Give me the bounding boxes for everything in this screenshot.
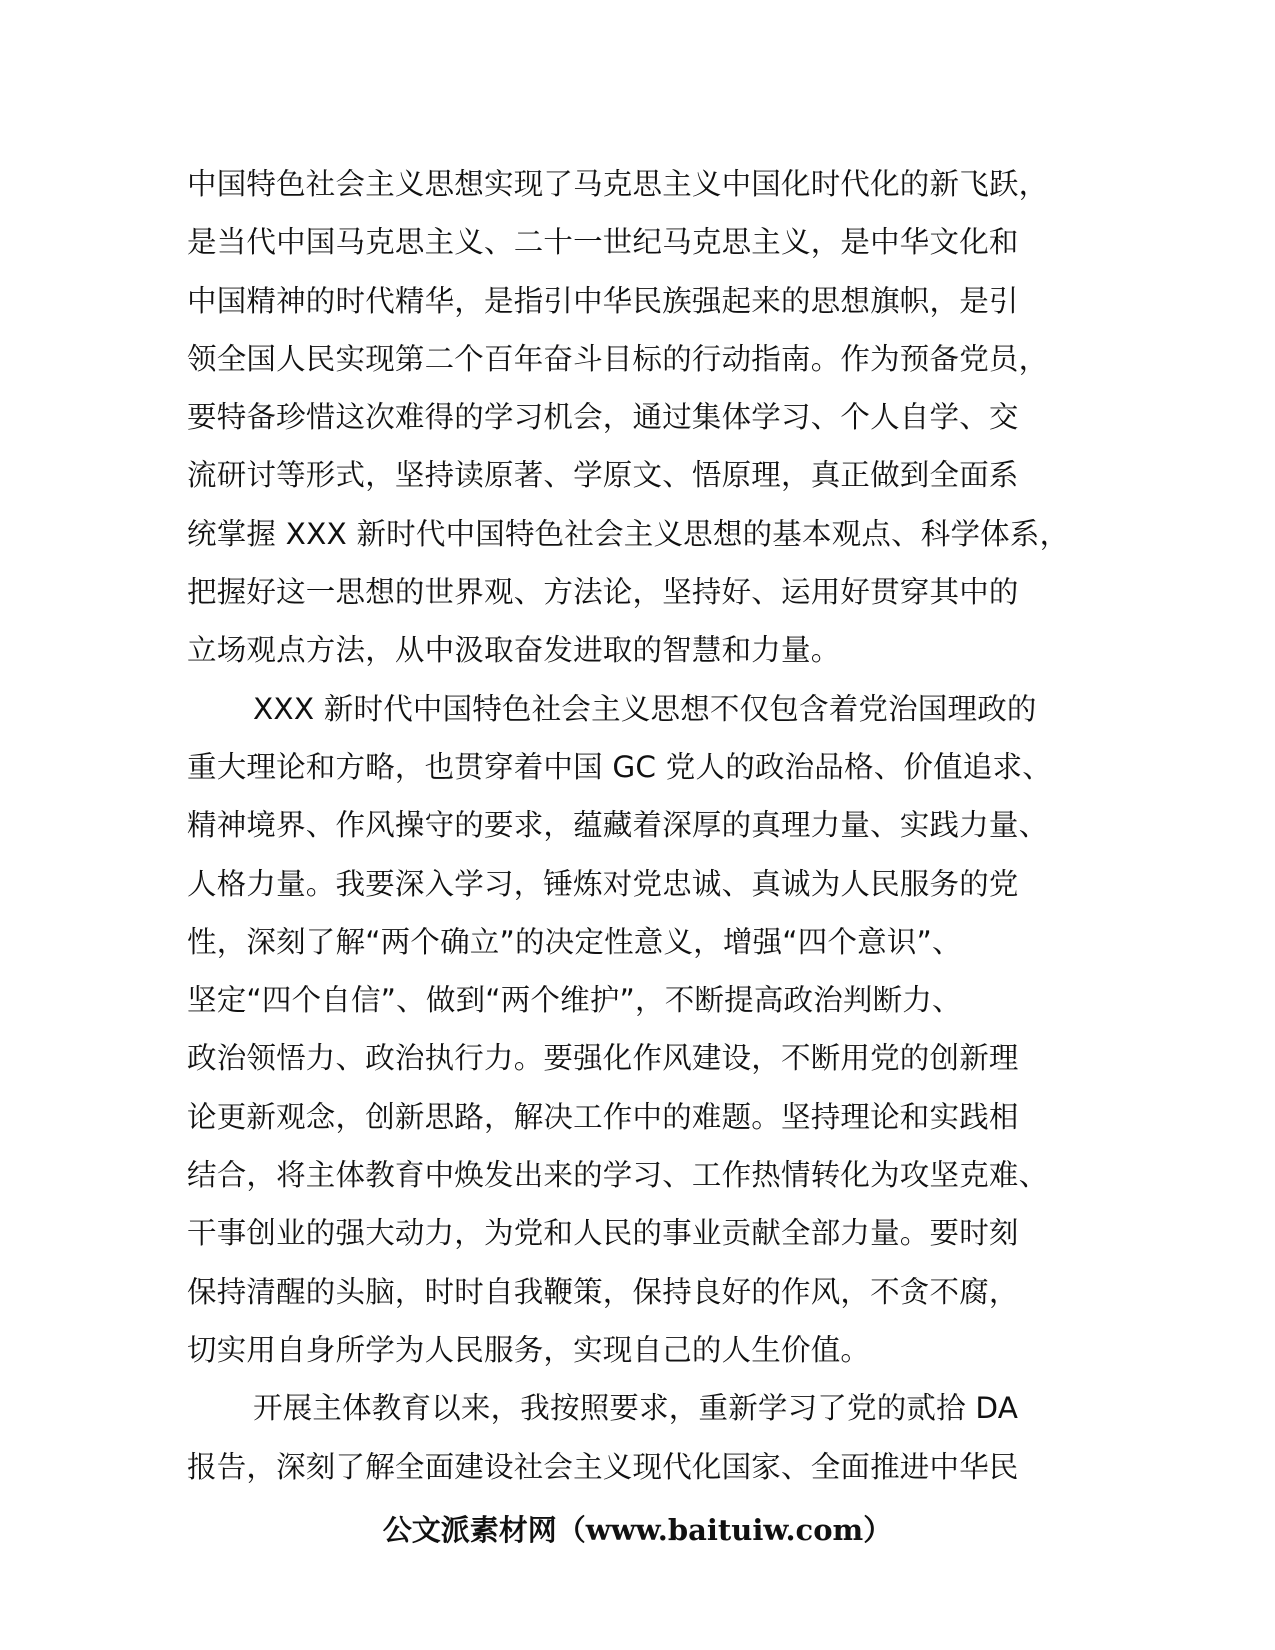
text-line: 统掌握 XXX 新时代中国特色社会主义思想的基本观点、科学体系， — [187, 516, 1070, 551]
text-line: 要特备珍惜这次难得的学习机会，通过集体学习、个人自学、交 — [187, 400, 1019, 435]
text-line: 性，深刻了解“两个确立”的决定性意义，增强“四个意识”、 — [187, 924, 962, 959]
text-line: 立场观点方法，从中汲取奋发进取的智慧和力量。 — [187, 633, 841, 668]
text-line: 坚定“四个自信”、做到“两个维护”，不断提高政治判断力、 — [187, 983, 962, 1018]
text-line: 干事创业的强大动力，为党和人民的事业贡献全部力量。要时刻 — [187, 1216, 1019, 1251]
text-line: 中国特色社会主义思想实现了马克思主义中国化时代化的新飞跃， — [187, 167, 1049, 201]
text-line: 是当代中国马克思主义、二十一世纪马克思主义，是中华文化和 — [187, 225, 1019, 260]
text-line: 中国精神的时代精华，是指引中华民族强起来的思想旗帜，是引 — [187, 283, 1019, 318]
text-line: 切实用自身所学为人民服务，实现自己的人生价值。 — [187, 1332, 871, 1367]
text-line: 报告，深刻了解全面建设社会主义现代化国家、全面推进中华民 — [187, 1449, 1019, 1484]
text-line: 流研讨等形式，坚持读原著、学原文、悟原理，真正做到全面系 — [187, 458, 1019, 493]
text-line: 政治领悟力、政治执行力。要强化作风建设，不断用党的创新理 — [187, 1041, 1019, 1076]
text-line: 人格力量。我要深入学习，锤炼对党忠诚、真诚为人民服务的党 — [187, 866, 1019, 901]
text-line: 结合，将主体教育中焕发出来的学习、工作热情转化为攻坚克难、 — [187, 1158, 1049, 1193]
text-line: 重大理论和方略，也贯穿着中国 GC 党人的政治品格、价值追求、 — [187, 749, 1052, 784]
document-body — [187, 155, 1092, 1496]
text-line: 精神境界、作风操守的要求，蕴藏着深厚的真理力量、实践力量、 — [187, 808, 1049, 843]
text-line: 把握好这一思想的世界观、方法论，坚持好、运用好贯穿其中的 — [187, 575, 1019, 610]
text-line: 开展主体教育以来，我按照要求，重新学习了党的贰拾 DA — [253, 1391, 1019, 1426]
text-line: XXX 新时代中国特色社会主义思想不仅包含着党治国理政的 — [253, 691, 1037, 726]
text-line: 保持清醒的头脑，时时自我鞭策，保持良好的作风，不贪不腐， — [187, 1274, 1019, 1309]
text-line: 领全国人民实现第二个百年奋斗目标的行动指南。作为预备党员， — [187, 341, 1049, 376]
text-line: 论更新观念，创新思路，解决工作中的难题。坚持理论和实践相 — [187, 1099, 1019, 1134]
footer-watermark: 公文派素材网（www.baituiw.com） — [382, 1513, 893, 1547]
